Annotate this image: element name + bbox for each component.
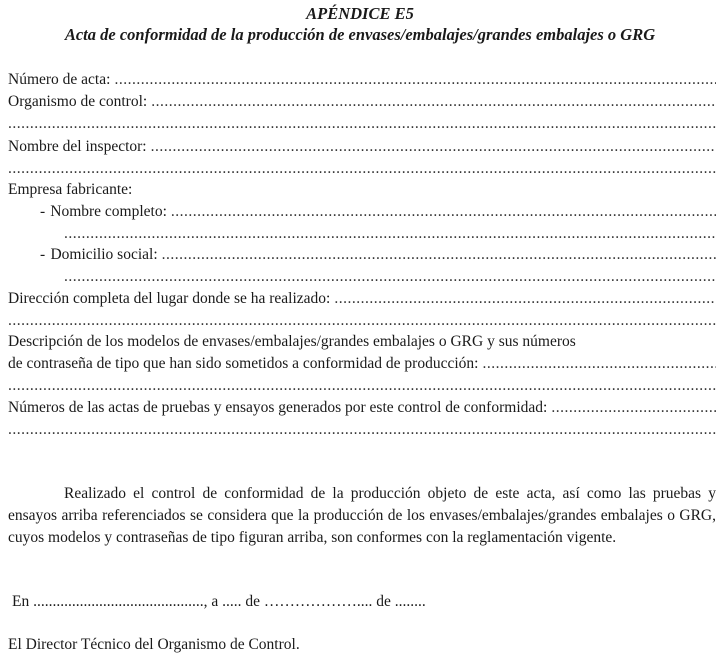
field-descripcion-line1 xyxy=(8,333,716,354)
dotted-fill-line xyxy=(64,268,716,286)
field-label: Domicilio social: xyxy=(50,246,158,263)
field-label: Nombre completo: xyxy=(50,203,167,220)
dotted-fill-line xyxy=(151,93,716,111)
appendix-title: APÉNDICE E5 xyxy=(306,4,414,23)
dotted-fill-line xyxy=(551,399,716,417)
field-descripcion-line2 xyxy=(8,355,716,376)
dotted-fill-line xyxy=(8,312,716,330)
dotted-fill-line xyxy=(334,290,716,308)
dotted-fill-line xyxy=(151,138,716,156)
dotted-fill-line xyxy=(8,115,716,133)
field-label: Nombre del inspector: xyxy=(8,138,147,155)
field-label: de contraseña de tipo que han sido sometidos a conformidad de producción: xyxy=(8,355,479,372)
field-label: Dirección completa del lugar donde se ha realizado: xyxy=(8,290,331,307)
field-continuation-line xyxy=(64,225,716,246)
field-label: Números de las actas de pruebas y ensayos generados por este control de conformidad: xyxy=(8,399,548,416)
paragraph-text: Realizado el control de conformidad de la producción objeto de este acta, así como las pruebas y ensayos arriba referenciados se considera que la producción de los envases/embalajes/grandes embalajes o GRG, cuyos modelos y contraseñas de tipo figuran arriba, son conformes con la reglamentación vigente. xyxy=(8,485,716,546)
field-numeros-actas xyxy=(8,399,716,420)
date-place-line: En ............................................, a ..... de ……………….... de ........ xyxy=(12,593,426,610)
conformity-paragraph xyxy=(8,483,716,549)
list-dash: - xyxy=(40,203,46,220)
field-direccion xyxy=(8,290,716,311)
field-inspector xyxy=(8,138,716,159)
field-continuation-line xyxy=(8,312,716,333)
field-numero-acta xyxy=(8,71,716,92)
dotted-fill-line xyxy=(482,355,716,373)
dotted-fill-line xyxy=(171,203,716,221)
dotted-fill-line xyxy=(114,71,716,89)
field-continuation-line xyxy=(8,115,716,136)
field-label: Número de acta: xyxy=(8,71,111,88)
field-label: Descripción de los modelos de envases/embalajes/grandes embalajes o GRG y sus números xyxy=(8,333,576,350)
field-nombre-completo xyxy=(40,203,716,224)
dotted-fill-line xyxy=(8,421,716,439)
dotted-fill-line xyxy=(64,225,716,243)
dotted-fill-line xyxy=(162,246,716,264)
field-domicilio xyxy=(40,246,716,267)
field-label: Empresa fabricante: xyxy=(8,181,133,198)
list-dash: - xyxy=(40,246,46,263)
dotted-fill-line xyxy=(8,377,716,395)
signature-line: El Director Técnico del Organismo de Control. xyxy=(8,636,300,653)
field-continuation-line xyxy=(8,421,716,442)
field-continuation-line xyxy=(64,268,716,289)
field-empresa xyxy=(8,181,716,202)
field-label: Organismo de control: xyxy=(8,93,148,110)
field-continuation-line xyxy=(8,377,716,398)
field-organismo xyxy=(8,93,716,114)
field-continuation-line xyxy=(8,160,716,181)
dotted-fill-line xyxy=(8,160,716,178)
document-subtitle: Acta de conformidad de la producción de envases/embalajes/grandes embalajes o GRG xyxy=(64,25,656,44)
